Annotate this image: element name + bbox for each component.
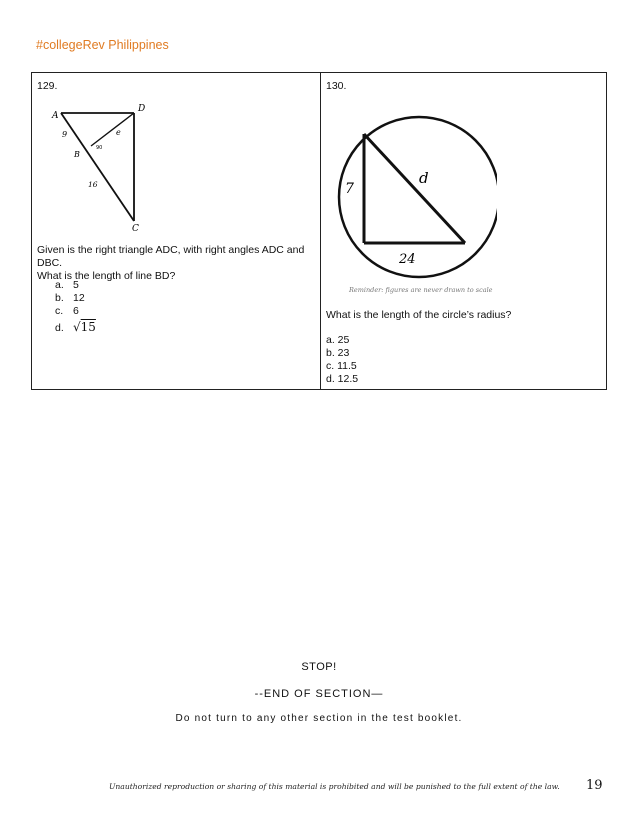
label-16: 16 xyxy=(88,180,98,189)
section-instruction: Do not turn to any other section in the test booklet. xyxy=(175,713,463,724)
copyright-notice: Unauthorized reproduction or sharing of this material is prohibited and will be punished to the full extent of the law. xyxy=(109,782,560,791)
answer-options xyxy=(55,279,96,334)
label-d: D xyxy=(138,104,146,114)
question-number: 129. xyxy=(37,80,58,92)
sqrt-expression: √15 xyxy=(73,320,96,334)
question-stem: What is the length of the circle’s radius? xyxy=(326,309,512,321)
brand-header: #collegeRev Philippines xyxy=(36,38,169,52)
question-129 xyxy=(32,73,320,389)
option-d[interactable]: d. √15 xyxy=(55,320,96,334)
label-e: e xyxy=(116,128,121,137)
option-a[interactable]: a. 5 xyxy=(55,279,79,291)
page-number: 19 xyxy=(586,778,603,793)
option-c[interactable]: c. 11.5 xyxy=(326,360,357,372)
option-a[interactable]: a. 25 xyxy=(326,334,350,346)
question-number: 130. xyxy=(326,80,347,92)
label-c: C xyxy=(132,224,139,234)
label-9: 9 xyxy=(62,130,68,139)
label-a: A xyxy=(52,111,59,121)
answer-options xyxy=(326,334,358,386)
option-c[interactable]: c. 6 xyxy=(55,305,79,317)
label-b: B xyxy=(74,150,80,159)
circle-figure xyxy=(331,107,497,297)
stem-line: What is the length of line BD? xyxy=(37,270,176,282)
label-d: d xyxy=(419,169,429,187)
end-of-section: --END OF SECTION— xyxy=(254,688,384,700)
stop-heading: STOP! xyxy=(301,661,337,673)
option-d[interactable]: d. 12.5 xyxy=(326,373,359,385)
question-stem xyxy=(37,244,317,283)
option-b[interactable]: b. 12 xyxy=(55,292,85,304)
question-130 xyxy=(321,73,607,389)
stem-line: Given is the right triangle ADC, with right angles ADC and DBC. xyxy=(37,244,305,269)
angle-label: 90 xyxy=(96,145,103,151)
option-b[interactable]: b. 23 xyxy=(326,347,350,359)
label-7: 7 xyxy=(345,181,354,197)
triangle-figure xyxy=(44,101,164,235)
label-24: 24 xyxy=(399,252,416,267)
question-table xyxy=(31,72,607,390)
reminder-note: Reminder: figures are never drawn to scale xyxy=(349,286,493,294)
